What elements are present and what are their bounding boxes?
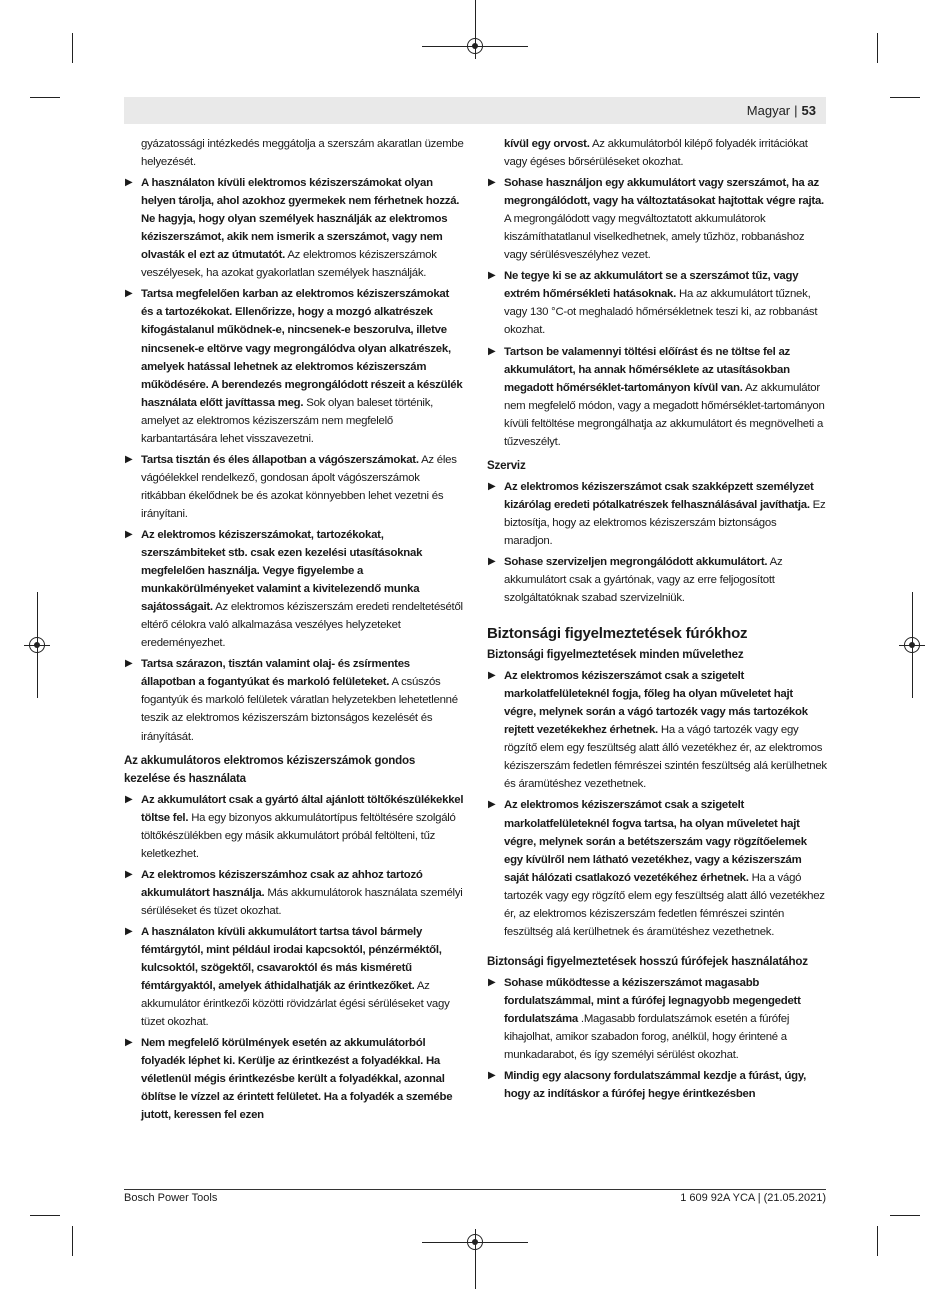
item-bold-text: Tartsa tisztán és éles állapotban a vágószerszámokat. [141,453,419,466]
registration-mark-icon [29,637,45,653]
item-bold-text: kívül egy orvost. [504,138,590,150]
bullet-arrow-icon: ▶ [125,793,133,805]
list-item [487,267,827,339]
item-bold-text: Az elektromos kéziszerszámot csak szakképzett személyzet kizárólag eredeti pótalkatrészek felhasználásával javíthatja. [504,480,814,511]
list-item [487,478,827,550]
list-item [124,791,464,863]
list-item [124,866,464,920]
list-item [487,974,827,1064]
item-text: Az elektromos kéziszerszámok veszélyesek, ha azokat gyakorlatlan személyek használják. [141,249,437,280]
item-text: Sok olyan baleset történik, amelyet az elektromos kéziszerszám nem megfelelő karbantartására lehet visszavezetni. [141,396,434,445]
item-bold-text: Az elektromos kéziszerszámot csak a szigetelt markolatfelületeknél fogva tartsa, ha olyan műveletet hajt végre, melynek során a betétszerszám vagy rögzítőelemek egy kívülről nem látható vezetékhez, vagy a kéziszerszám saját hálózati csatlakozó vezetékéhez érhetnek. [504,799,807,884]
bullet-arrow-icon: ▶ [488,480,496,492]
list-item [124,1034,464,1124]
item-bold-text: Nem megfelelő körülmények esetén az akkumulátorból folyadék léphet ki. Kerülje az érintkezést a folyadékkal. Ha véletlenül mégis érintkezésbe került a folyadékkal, azonnal öblítse le vízzel az érintett felületet. Ha a folyadék a szemébe jutott, keressen fel ezen [141,1037,453,1122]
item-bold-text: Ne tegye ki se az akkumulátort se a szerszámot tűz, vagy extrém hőmérsékleti hatásoknak. [504,270,799,301]
item-text: Az éles vágóélekkel rendelkező, gondosan ápolt vágószerszámok ritkábban ékelődnek be és azokat könnyebben lehet vezetni és irányítani. [141,453,457,520]
item-text: Ez biztosítja, hogy az elektromos kéziszerszám biztonságos maradjon. [504,498,826,547]
item-bold-text: Tartson be valamennyi töltési előírást és ne töltse fel az akkumulátort, ha annak hőmérséklete az utasításokban megadott hőmérséklet-tartományon kívül van. [504,345,790,394]
crop-mark [30,1215,60,1216]
all-operations-heading: Biztonsági figyelmeztetések minden művelethez [487,648,744,662]
list-item [487,174,827,264]
bullet-arrow-icon: ▶ [125,925,133,937]
item-bold-text: A használaton kívüli elektromos kéziszerszámokat olyan helyen tárolja, ahol azokhoz gyermekek nem férhetnek hozzá. Ne hagyja, hogy olyan személyek használják az elektromos kéziszerszámot, akik nem ismerik a szerszámot, vagy nem olvasták el ezt az útmutatót. [141,177,460,262]
item-bold-text: Az elektromos kéziszerszámokat, tartozékokat, szerszámbiteket stb. csak ezen kezelési utasításoknak megfelelően használja. Vegye figyelembe a munkakörülményeket valamint a kivitelezendő munka sajátosságait. [141,528,423,614]
bullet-arrow-icon: ▶ [488,270,496,282]
registration-mark-icon [467,1234,483,1250]
item-bold-text: Az akkumulátort csak a gyártó által ajánlott töltőkészülékekkel töltse fel. [141,793,464,824]
crop-mark [877,33,878,63]
list-item [124,285,464,447]
item-bold-text: Mindig egy alacsony fordulatszámmal kezdje a fúrást, úgy, hogy az indításkor a fúrófej hegye érintkezésben [504,1070,807,1101]
bullet-arrow-icon: ▶ [488,976,496,988]
page-label [747,103,816,118]
bullet-arrow-icon: ▶ [488,177,496,189]
bullet-arrow-icon: ▶ [125,288,133,300]
bullet-arrow-icon: ▶ [488,799,496,811]
item-bold-text: A használaton kívüli akkumulátort tartsa távol bármely fémtárgytól, mint például irodai kapcsoktól, pénzérméktől, kulcsoktól, szögektől, csavaroktól és más kisméretű fémtárgyaktól, amelyek áthidalhatják az érintkezőket. [141,925,442,993]
list-item [124,655,464,745]
list-item [487,1067,827,1103]
continuation-paragraph [487,135,827,171]
item-text: Az akkumulátor nem megfelelő módon, vagy a megadott hőmérséklet-tartományon kívüli feltöltése megrongálhatja az akkumulátort és megnövelheti a tűzveszélyt. [504,381,825,448]
bullet-arrow-icon: ▶ [125,528,133,540]
list-item [487,343,827,451]
crop-mark [475,1254,476,1289]
bullet-arrow-icon: ▶ [125,1037,133,1049]
right-column [487,135,827,1103]
intro-paragraph: gyázatossági intézkedés meggátolja a szerszám akaratlan üzembe helyezését. [141,138,464,169]
bullet-arrow-icon: ▶ [488,555,496,567]
list-item [124,451,464,523]
bullet-arrow-icon: ▶ [125,658,133,670]
item-bold-text: Sohase szervizeljen megrongálódott akkumulátort. [504,555,768,568]
item-text: Ha a vágó tartozék vagy egy rögzítő elem egy feszültség alatt álló vezetékhez ér, az elektromos kéziszerszám fedetlen fémrészei szintén feszültség alá kerülhetnek és áramütéshez vezethetnek. [504,724,827,791]
item-text: Az akkumulátorból kilépő folyadék irritációkat vagy égéses bőrsérüléseket okozhat. [504,138,808,169]
list-item [487,553,827,607]
registration-mark-icon [904,637,920,653]
item-text: Más akkumulátorok használata személyi sérüléseket és tüzet okozhat. [141,886,463,917]
list-item [124,526,464,652]
item-text: Az akkumulátor érintkezői közötti rövidzárlat égési sérüléseket vagy tüzet okozhat. [141,980,450,1029]
item-bold-text: Az elektromos kéziszerszámhoz csak az ahhoz tartozó akkumulátort használja. [141,868,423,899]
item-text: .Magasabb fordulatszámok esetén a fúrófej kihajolhat, amikor szabadon forog, anélkül, hogy érintené a munkadarabot, és így személyi sérülést okozhat. [504,1012,790,1062]
item-text: A csúszós fogantyúk és markoló felületek váratlan helyzetekben lehetetlenné teszik az elektromos kéziszerszám biztonságos kezelését és irányítását. [141,676,458,743]
bullet-arrow-icon: ▶ [488,345,496,357]
bullet-arrow-icon: ▶ [488,670,496,682]
language-label: Magyar [746,103,791,118]
item-text: A megrongálódott vagy megváltoztatott akkumulátorok kiszámíthatatlanul viselkedhetnek, amely tűzhöz, robbanáshoz vagy sérülésveszélyhez vezet. [504,213,805,262]
item-bold-text: Sohase működtesse a kéziszerszámot magasabb fordulatszámmal, mint a fúrófej legnagyobb megengedett fordulatszáma [504,976,801,1025]
item-bold-text: Tartsa megfelelően karban az elektromos kéziszerszámokat és a tartozékokat. Ellenőrizze, hogy a mozgó alkatrészek kifogástalanul működnek-e, nincsenek-e beszorulva, illetve nincsenek-e eltörve vagy megrongálódva olyan alkatrészek, amelyek hatással lehetnek az elektromos kéziszerszám működésére. A berendezés megrongálódott részeit a készülék használata előtt javíttassa meg. [141,288,463,409]
header-band [124,97,826,124]
item-bold-text: Az elektromos kéziszerszámot csak a szigetelt markolatfelületeknél fogja, főleg ha olyan műveletet hajt végre, melynek során a vágó tartozék vagy más tartozékok rejtett vezetékekhez érhetnek. [504,670,808,737]
item-text: Ha a vágó tartozék vagy egy rögzítő elem egy feszültség alatt álló vezetékhez ér, az elektromos kéziszerszám fedetlen fémrészei szintén feszültség alá kerülhetnek és áramütéshez vezethetnek. [504,871,825,938]
item-text: Ha egy bizonyos akkumulátortípus feltöltésére szolgáló töltőkészülékben egy másik akkumulátort próbál feltölteni, tűz keletkezhet. [141,811,456,860]
bullet-arrow-icon: ▶ [125,868,133,880]
left-column [124,135,464,1124]
item-bold-text: Sohase használjon egy akkumulátort vagy szerszámot, ha az megrongálódott, vagy ha változtatásokat hajtottak végre rajta. [504,177,824,208]
crop-mark [475,0,476,36]
footer-doc-id: 1 609 92A YCA | (21.05.2021) [680,1192,826,1204]
item-text: Az elektromos kéziszerszám eredeti rendeltetésétől eltérő célokra való alkalmazása veszélyes helyzeteket eredeményezhet. [141,601,463,650]
item-bold-text: Tartsa szárazon, tisztán valamint olaj- és zsírmentes állapotban a fogantyúkat és markoló felületeket. [141,658,410,689]
crop-mark [72,1226,73,1256]
crop-mark [877,1226,878,1256]
crop-mark [890,97,920,98]
service-heading: Szerviz [487,458,526,472]
footer-rule [124,1189,826,1190]
bullet-arrow-icon: ▶ [125,453,133,465]
list-item [124,923,464,1031]
registration-mark-icon [467,38,483,54]
crop-mark [30,97,60,98]
long-bit-heading: Biztonsági figyelmeztetések hosszú fúrófejek használatához [487,954,808,968]
bullet-arrow-icon: ▶ [125,177,133,189]
list-item [124,174,464,282]
footer-brand: Bosch Power Tools [124,1192,218,1204]
bullet-arrow-icon: ▶ [488,1070,496,1082]
crop-mark [72,33,73,63]
item-text: Az akkumulátort csak a gyártónak, vagy az erre feljogosított szolgáltatóknak szabad szervizelniük. [504,555,783,605]
drill-safety-heading: Biztonsági figyelmeztetések fúrókhoz [487,625,748,643]
list-item [487,796,827,940]
page-number: 53 [801,103,816,118]
separator: | [794,103,798,118]
crop-mark [890,1215,920,1216]
battery-section-heading: Az akkumulátoros elektromos kéziszerszámok gondos kezelése és használata [124,753,416,785]
list-item [487,667,827,793]
item-text: Ha az akkumulátort tűznek, vagy 130 °C-ot meghaladó hőmérsékletnek teszi ki, az robbanást okozhat. [504,288,818,337]
